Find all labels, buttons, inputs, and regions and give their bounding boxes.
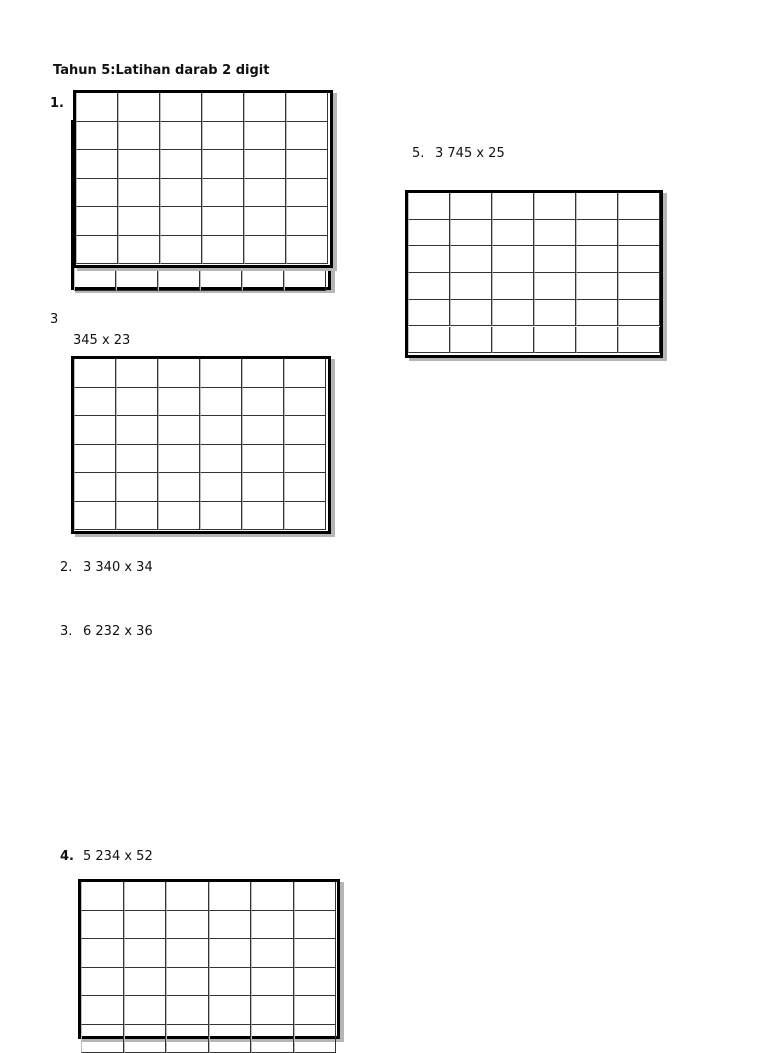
grid-cell xyxy=(166,968,209,997)
grid-cell xyxy=(74,502,116,531)
grid-cell xyxy=(286,179,328,208)
grid-cell xyxy=(166,882,209,911)
grid-cell xyxy=(251,882,294,911)
grid-cell xyxy=(408,193,450,220)
grid-cell xyxy=(76,236,118,265)
grid-cell xyxy=(81,882,124,911)
grid-cell xyxy=(576,327,618,354)
question-3-number: 3. xyxy=(60,624,72,640)
grid-cell xyxy=(492,193,534,220)
grid-cell xyxy=(200,359,242,388)
grid-cell xyxy=(160,150,202,179)
grid-cell xyxy=(118,207,160,236)
grid-cell xyxy=(202,207,244,236)
grid-cell xyxy=(450,273,492,300)
grid-cell xyxy=(160,122,202,151)
grid-cell xyxy=(492,327,534,354)
grid-cell xyxy=(294,1025,337,1053)
grid-cell xyxy=(244,150,286,179)
grid-cell xyxy=(116,502,158,531)
grid-cell xyxy=(160,236,202,265)
grid-cell xyxy=(74,416,116,445)
worksheet-title: Tahun 5:Latihan darab 2 digit xyxy=(53,63,269,79)
answer-grid-1 xyxy=(73,90,333,268)
grid-cell xyxy=(202,93,244,122)
grid-cell xyxy=(242,445,284,474)
grid-cell xyxy=(158,416,200,445)
grid-cell xyxy=(166,996,209,1025)
grid-cell xyxy=(450,193,492,220)
grid-cell xyxy=(81,911,124,940)
grid-cell xyxy=(74,473,116,502)
question-3a-number: 3 xyxy=(50,312,58,328)
grid-cell xyxy=(576,193,618,220)
grid-cell xyxy=(294,939,337,968)
question-2-expression: 3 340 x 34 xyxy=(83,560,153,576)
grid-cell xyxy=(202,179,244,208)
grid-cell xyxy=(576,273,618,300)
grid-cell xyxy=(166,939,209,968)
grid-cell xyxy=(118,150,160,179)
question-3a-expression: 345 x 23 xyxy=(73,333,130,349)
grid-cell xyxy=(242,502,284,531)
question-1-number: 1. xyxy=(50,96,64,112)
grid-cell xyxy=(242,388,284,417)
grid-cell xyxy=(534,327,576,354)
grid-cell xyxy=(450,246,492,273)
grid-cell xyxy=(244,236,286,265)
grid-cell xyxy=(408,300,450,327)
grid-cell xyxy=(618,327,660,354)
question-3-expression: 6 232 x 36 xyxy=(83,624,153,640)
grid-cell xyxy=(492,300,534,327)
grid-cell xyxy=(116,359,158,388)
grid-cell xyxy=(294,996,337,1025)
grid-cell xyxy=(284,388,326,417)
answer-grid-4 xyxy=(78,879,340,1039)
grid-cell xyxy=(450,327,492,354)
grid-cell xyxy=(286,93,328,122)
grid-cell xyxy=(76,207,118,236)
question-4-expression: 5 234 x 52 xyxy=(83,849,153,865)
grid-cell xyxy=(576,220,618,247)
grid-cell xyxy=(76,122,118,151)
grid-cell xyxy=(200,445,242,474)
grid-cell xyxy=(74,445,116,474)
grid-cell xyxy=(242,359,284,388)
grid-cell xyxy=(81,996,124,1025)
question-4-number: 4. xyxy=(60,849,74,865)
grid-cell xyxy=(202,150,244,179)
grid-cell xyxy=(74,359,116,388)
grid-cell xyxy=(124,996,167,1025)
grid-cell xyxy=(81,1025,124,1053)
grid-cell xyxy=(450,220,492,247)
grid-cell xyxy=(284,416,326,445)
grid-cell xyxy=(534,246,576,273)
grid-cell xyxy=(284,502,326,531)
grid-cell xyxy=(160,179,202,208)
grid-cell xyxy=(492,273,534,300)
grid-cell xyxy=(450,300,492,327)
question-5-number: 5. xyxy=(412,146,424,162)
grid-cell xyxy=(492,220,534,247)
grid-cell xyxy=(242,473,284,502)
grid-cell xyxy=(124,911,167,940)
grid-cell xyxy=(209,911,252,940)
grid-cell xyxy=(251,996,294,1025)
grid-cell xyxy=(286,150,328,179)
grid-cell xyxy=(81,939,124,968)
grid-cell xyxy=(251,968,294,997)
grid-cell xyxy=(200,502,242,531)
grid-cell xyxy=(202,236,244,265)
grid-cell xyxy=(534,273,576,300)
grid-cell xyxy=(618,193,660,220)
grid-cell xyxy=(118,122,160,151)
grid-cell xyxy=(202,122,244,151)
grid-cell xyxy=(116,445,158,474)
answer-grid-3a xyxy=(71,356,331,534)
grid-cell xyxy=(124,968,167,997)
grid-cell xyxy=(81,968,124,997)
grid-cell xyxy=(116,388,158,417)
grid-cell xyxy=(244,179,286,208)
grid-cell xyxy=(294,911,337,940)
grid-cell xyxy=(160,93,202,122)
grid-cell xyxy=(408,246,450,273)
grid-cell xyxy=(209,996,252,1025)
grid-cell xyxy=(158,502,200,531)
grid-cell xyxy=(408,220,450,247)
grid-cell xyxy=(200,473,242,502)
grid-cell xyxy=(158,445,200,474)
grid-cell xyxy=(209,882,252,911)
grid-cell xyxy=(251,939,294,968)
grid-cell xyxy=(244,207,286,236)
grid-cell xyxy=(251,1025,294,1053)
grid-cell xyxy=(244,122,286,151)
grid-cell xyxy=(166,1025,209,1053)
grid-cell xyxy=(294,882,337,911)
question-2-number: 2. xyxy=(60,560,72,576)
grid-cell xyxy=(124,882,167,911)
grid-cell xyxy=(209,1025,252,1053)
grid-cell xyxy=(576,300,618,327)
grid-cell xyxy=(200,416,242,445)
grid-cell xyxy=(244,93,286,122)
grid-cell xyxy=(576,246,618,273)
grid-cell xyxy=(76,93,118,122)
grid-cell xyxy=(124,939,167,968)
grid-cell xyxy=(408,273,450,300)
grid-cell xyxy=(74,388,116,417)
grid-cell xyxy=(200,388,242,417)
grid-cell xyxy=(534,220,576,247)
grid-cell xyxy=(158,359,200,388)
grid-cell xyxy=(534,300,576,327)
grid-cell xyxy=(534,193,576,220)
grid-cell xyxy=(408,327,450,354)
grid-cell xyxy=(209,968,252,997)
grid-cell xyxy=(160,207,202,236)
grid-cell xyxy=(76,150,118,179)
grid-cell xyxy=(284,473,326,502)
grid-cell xyxy=(286,236,328,265)
grid-cell xyxy=(209,939,252,968)
grid-cell xyxy=(618,246,660,273)
grid-cell xyxy=(124,1025,167,1053)
grid-cell xyxy=(284,445,326,474)
grid-cell xyxy=(242,416,284,445)
question-5-expression: 3 745 x 25 xyxy=(435,146,505,162)
grid-cell xyxy=(618,300,660,327)
grid-cell xyxy=(618,273,660,300)
grid-cell xyxy=(158,388,200,417)
grid-cell xyxy=(158,473,200,502)
grid-cell xyxy=(118,93,160,122)
grid-cell xyxy=(116,416,158,445)
grid-cell xyxy=(618,220,660,247)
grid-cell xyxy=(286,207,328,236)
grid-cell xyxy=(76,179,118,208)
grid-cell xyxy=(286,122,328,151)
answer-grid-5 xyxy=(405,190,663,358)
grid-cell xyxy=(251,911,294,940)
grid-cell xyxy=(284,359,326,388)
grid-cell xyxy=(118,236,160,265)
grid-cell xyxy=(166,911,209,940)
grid-cell xyxy=(116,473,158,502)
grid-cell xyxy=(294,968,337,997)
grid-cell xyxy=(118,179,160,208)
grid-cell xyxy=(492,246,534,273)
